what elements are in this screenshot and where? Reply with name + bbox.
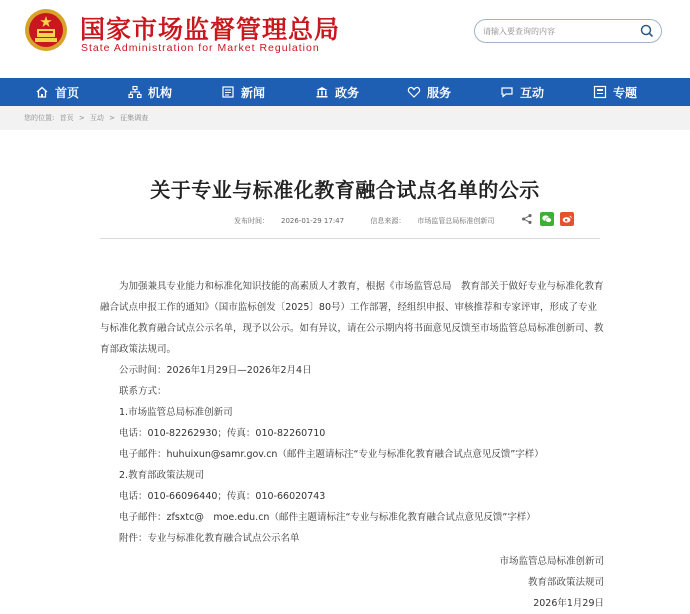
nav-item-topics[interactable] — [593, 78, 637, 106]
interaction-icon — [500, 85, 514, 99]
contact-samr-email[interactable]: 电子邮件：huhuixun@samr.gov.cn（邮件主题请标注“专业与标准化教育融合试点意见反馈”字样） — [119, 449, 544, 460]
breadcrumb-separator: > — [78, 114, 85, 122]
site-subtitle: State Administration for Market Regulation — [81, 42, 320, 54]
nav-label: 服务 — [427, 85, 452, 100]
org-icon — [128, 85, 142, 99]
contact-samr-phone: 电话：010-82262930；传真：010-82260710 — [119, 428, 326, 439]
wechat-icon[interactable] — [540, 212, 554, 226]
main-nav — [0, 78, 690, 106]
nav-item-news[interactable] — [221, 78, 265, 106]
site-header — [0, 0, 690, 78]
article-body — [100, 276, 604, 614]
news-icon — [221, 85, 235, 99]
nav-label: 专题 — [613, 85, 638, 100]
breadcrumb-bar — [0, 106, 690, 130]
article-meta — [234, 216, 518, 226]
breadcrumb-link-home[interactable]: 首页 — [59, 114, 74, 122]
contact-heading: 联系方式： — [119, 386, 167, 397]
nav-label: 首页 — [55, 85, 80, 100]
nav-item-organization[interactable] — [128, 78, 172, 106]
published-label: 发布时间： — [234, 217, 269, 225]
topic-icon — [593, 85, 607, 99]
site-title[interactable]: 国家市场监督管理总局 — [80, 15, 341, 44]
published-value: 2026-01-29 17:47 — [281, 217, 345, 225]
nav-label: 机构 — [148, 85, 173, 100]
nav-label: 新闻 — [241, 85, 266, 100]
nav-label: 政务 — [335, 85, 360, 100]
source-label: 信息来源： — [370, 217, 406, 225]
share-icon[interactable] — [520, 212, 534, 226]
contact-moe-heading: 2.教育部政策法规司 — [119, 470, 205, 481]
breadcrumb-link-interaction[interactable]: 互动 — [89, 114, 104, 122]
home-icon — [35, 85, 49, 99]
nav-item-services[interactable] — [407, 78, 451, 106]
publicity-period: 公示时间：2026年1月29日—2026年2月4日 — [119, 365, 312, 376]
title-divider — [100, 238, 600, 239]
article-paragraph: 为加强兼具专业能力和标准化知识技能的高素质人才教育，根据《市场监管总局 教育部关于做好专业与标准化教育融合试点申报工作的通知》（国市监标创发〔2025〕80号）工作部署，经组织申报、审核推荐和专家评审，形成了专业与标准化教育融合试点公示名单，现予以公示。如有异议，请在公示期内将书面意见反馈至市场监管总局标准创新司、教育部政策法规司。 — [100, 281, 604, 355]
article-panel — [24, 130, 666, 609]
share-bar — [520, 212, 580, 226]
search-icon[interactable] — [639, 23, 655, 39]
search-box — [474, 19, 662, 43]
breadcrumb — [24, 113, 151, 123]
signature-samr: 市场监管总局标准创新司 — [499, 556, 604, 567]
breadcrumb-separator: > — [109, 114, 116, 122]
national-emblem-icon[interactable] — [24, 8, 68, 52]
contact-moe-phone: 电话：010-66096440；传真：010-66020743 — [119, 491, 326, 502]
heart-icon — [407, 85, 421, 99]
weibo-icon[interactable] — [560, 212, 574, 226]
nav-label: 互动 — [520, 85, 545, 100]
search-input[interactable] — [483, 23, 633, 39]
attachment-link[interactable]: 附件：专业与标准化教育融合试点公示名单 — [119, 533, 300, 544]
nav-item-interaction[interactable] — [500, 78, 544, 106]
government-icon — [315, 85, 329, 99]
contact-moe-email[interactable]: 电子邮件：zfsxtc@ moe.edu.cn（邮件主题请标注“专业与标准化教育融合试点意见反馈”字样） — [119, 512, 536, 523]
breadcrumb-link-survey[interactable]: 征集调查 — [120, 114, 149, 122]
contact-samr-heading: 1.市场监管总局标准创新司 — [119, 407, 233, 418]
nav-item-home[interactable] — [35, 78, 79, 106]
signature-moe: 教育部政策法规司 — [527, 577, 604, 588]
source-value: 市场监管总局标准创新司 — [417, 217, 495, 225]
breadcrumb-prefix: 您的位置: — [24, 114, 55, 122]
article-title: 关于专业与标准化教育融合试点名单的公示 — [150, 178, 540, 202]
nav-item-government-affairs[interactable] — [315, 78, 359, 106]
signature-date: 2026年1月29日 — [533, 598, 604, 609]
